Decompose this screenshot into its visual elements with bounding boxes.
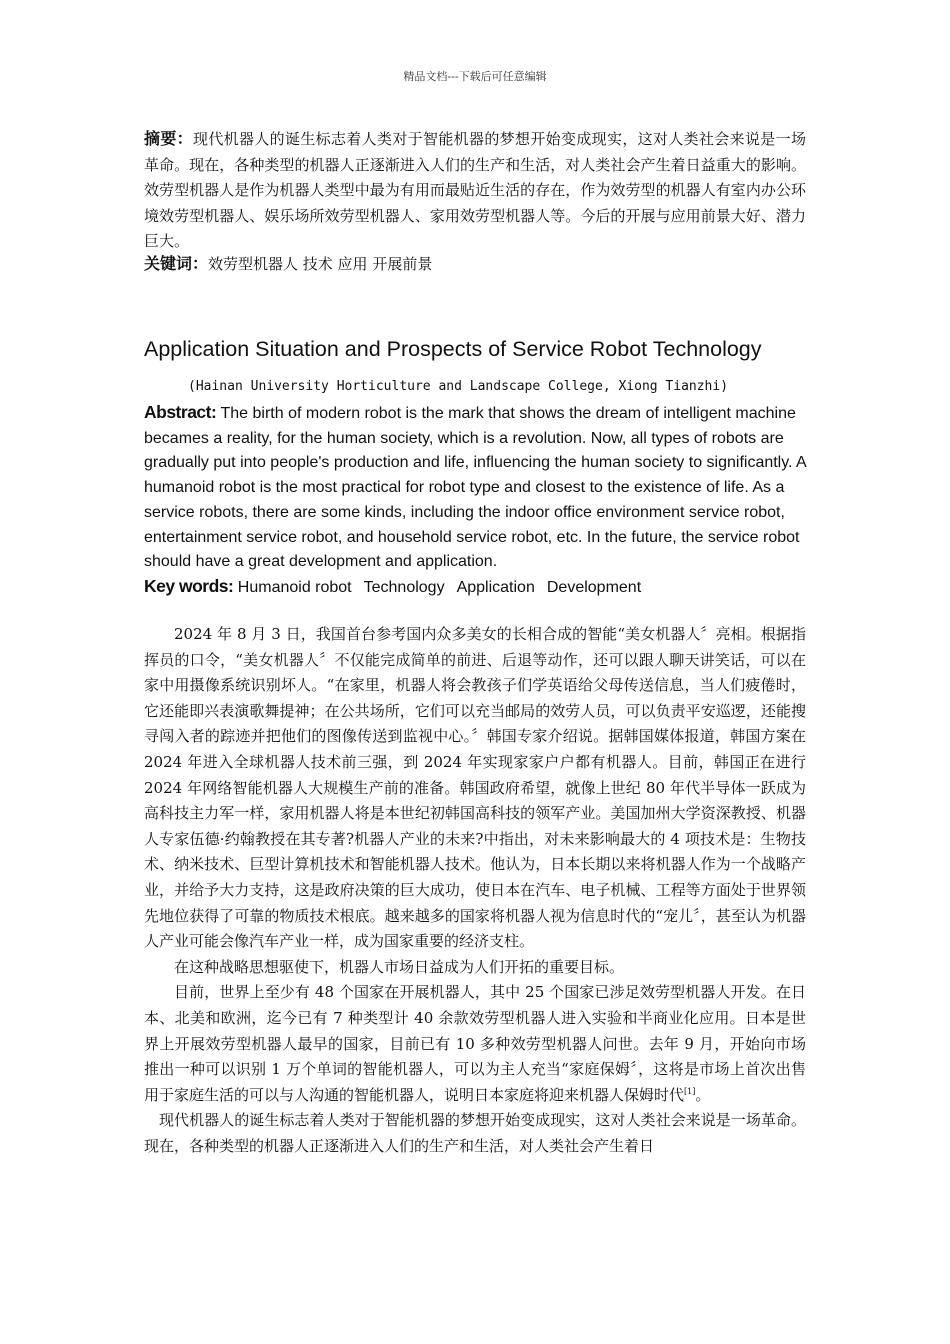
chinese-abstract-label: 摘要： <box>144 129 193 148</box>
english-keywords <box>144 574 808 600</box>
chinese-abstract <box>144 126 806 255</box>
english-title: Application Situation and Prospects of Service Robot Technology <box>144 337 762 361</box>
body-paragraph-end: 。 <box>695 1085 711 1104</box>
chinese-keywords-text: 效劳型机器人 技术 应用 开展前景 <box>208 255 433 273</box>
chinese-keywords-label: 关键词： <box>144 254 209 273</box>
english-affiliation: (Hainan University Horticulture and Landscape College, Xiong Tianzhi) <box>188 379 729 394</box>
body-paragraph: 2024 年 8 月 3 日，我国首台参考国内众多美女的长相合成的智能“美女机器人〞亮相。根据指挥员的口令，“美女机器人〞不仅能完成简单的前进、后退等动作，还可以跟人聊天讲笑话，可以在家中用摄像系统识别坏人。“在家里，机器人将会教孩子们学英语给父母传送信息，当人们疲倦时，它还能即兴表演歌舞提神；在公共场所，它们可以充当邮局的效劳人员，可以负责平安巡逻，还能搜寻闯入者的踪迹并把他们的图像传送到监视中心。〞韩国专家介绍说。据韩国媒体报道，韩国方案在 2024 年进入全球机器人技术前三强，到 2024 年实现家家户户都有机器人。目前，韩国正在进行 2024 年网络智能机器人大规模生产前的准备。韩国政府希望，就像上世纪 80 年代半导体一跃成为高科技主力军一样，家用机器人将是本世纪初韩国高科技的领军产业。美国加州大学资深教授、机器人专家伍德·约翰教授在其专著?机器人产业的未来?中指出，对未来影响最大的 4 项技术是：生物技术、纳米技术、巨型计算机技术和智能机器人技术。他认为，日本长期以来将机器人作为一个战略产业，并给予大力支持，这是政府决策的巨大成功，使日本在汽车、电子机械、工程等方面处于世界领先地位获得了可靠的物质技术根底。越来越多的国家将机器人视为信息时代的“宠儿〞，甚至认为机器人产业可能会像汽车产业一样，成为国家重要的经济支柱。 <box>144 625 806 951</box>
english-abstract-text: The birth of modern robot is the mark that shows the dream of intelligent machine becames a reality, for the human society, which is a revolution. Now, all types of robots are gradually put into people's production and life, influencing the human society to significantly. A humanoid robot is the most practical for robot type and closest to the existence of life. As a service robots, there are some kinds, including the indoor office environment service robot, entertainment service robot, and household service robot, etc. In the future, the service robot should have a great development and application. <box>144 405 806 571</box>
body-paragraph <box>144 980 806 1108</box>
chinese-keywords <box>144 251 806 277</box>
body-text <box>144 622 806 1159</box>
keyword-item: Technology <box>363 579 445 596</box>
chinese-abstract-text: 现代机器人的诞生标志着人类对于智能机器的梦想开始变成现实，这对人类社会来说是一场革命。现在，各种类型的机器人正逐渐进入人们的生产和生活，对人类社会产生着日益重大的影响。效劳型机器人是作为机器人类型中最为有用而最贴近生活的存在，作为效劳型的机器人有室内办公环境效劳型机器人、娱乐场所效劳型机器人、家用效劳型机器人等。今后的开展与应用前景大好、潜力巨大。 <box>144 130 806 250</box>
body-paragraph: 在这种战略思想驱使下，机器人市场日益成为人们开拓的重要目标。 <box>174 957 625 976</box>
keyword-item: Humanoid robot <box>237 579 352 596</box>
body-paragraph-text: 目前，世界上至少有 48 个国家在开展机器人，其中 25 个国家已涉足效劳型机器人开发。在日本、北美和欧洲，迄今已有 7 种类型计 40 余款效劳型机器人进入实验和半商业化应用。日本是世界上开展效劳型机器人最早的国家，目前已有 10 多种效劳型机器人问世。去年 9 月，开始向市场推出一种可以识别 1 万个单词的智能机器人，可以为主人充当“家庭保姆〞，这将是市场上首次出售用于家庭生活的可以与人沟通的智能机器人，说明日本家庭将迎来机器人保姆时代 <box>144 983 806 1104</box>
keyword-item: Application <box>456 579 535 596</box>
english-abstract-label: Abstract: <box>144 402 217 422</box>
english-keywords-label: Key words: <box>144 576 234 596</box>
body-paragraph: 现代机器人的诞生标志着人类对于智能机器的梦想开始变成现实，这对人类社会来说是一场革命。现在，各种类型的机器人正逐渐进入人们的生产和生活，对人类社会产生着日 <box>144 1111 806 1155</box>
page-header-note: 精品文档---下载后可任意编辑 <box>403 70 547 83</box>
citation-reference: [1] <box>684 1086 696 1096</box>
english-abstract <box>144 400 808 575</box>
keyword-item: Development <box>546 579 642 596</box>
